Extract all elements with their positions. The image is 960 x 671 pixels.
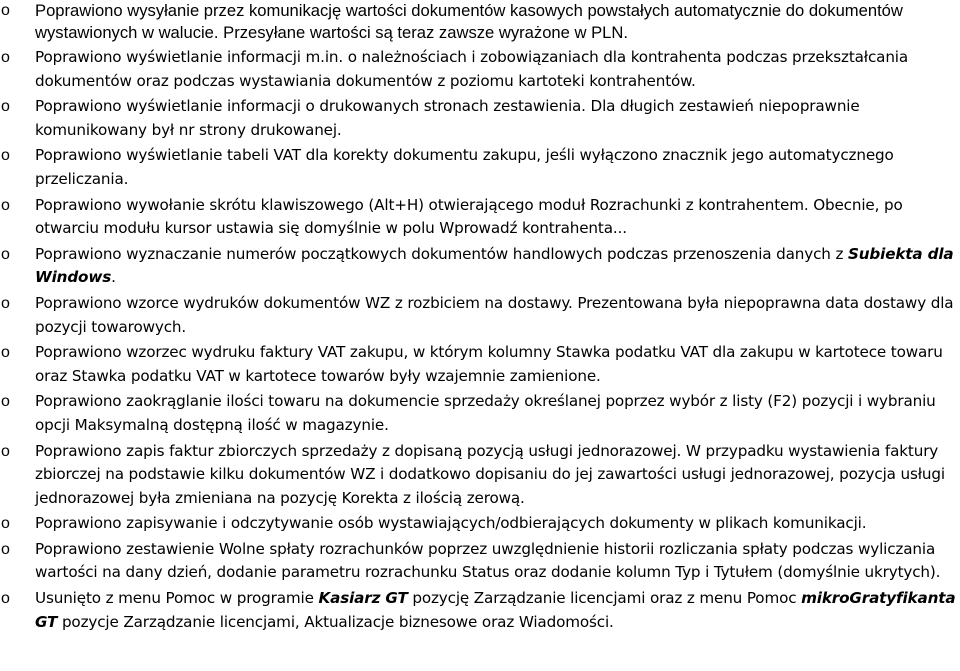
bullet-marker: o: [1, 245, 10, 263]
item-text: Poprawiono zestawienie Wolne spłaty rozrachunków poprzez uwzględnienie historii rozliczania spłaty podczas wyliczania wartości na dany dzień, dodanie parametru rozrachunku Status oraz dodanie kolumn Typ i Tytułem (domyślnie ukrytych).: [35, 539, 941, 582]
bullet-marker: o: [1, 540, 10, 558]
list-item: [0, 512, 960, 536]
bullet-marker: o: [1, 2, 10, 19]
item-text: Poprawiono wyznaczanie numerów początkowych dokumentów handlowych podczas przenoszenia danych z: [35, 244, 848, 263]
list-item: [0, 341, 960, 388]
bullet-marker: o: [1, 515, 10, 533]
list-item: [0, 292, 960, 339]
product-name: Subiekta dla Windows: [35, 244, 954, 287]
item-text: Poprawiono wysyłanie przez komunikację wartości dokumentów kasowych powstałych automatycznie do dokumentów wystawionych w walucie. Przesyłane wartości są teraz zawsze wyrażone w PLN.: [35, 1, 903, 42]
item-text: Poprawiono zapisywanie i odczytywanie osób wystawiających/odbierających dokumenty w plikach komunikacji.: [35, 514, 867, 533]
list-item: [0, 46, 960, 93]
bullet-marker: o: [1, 590, 10, 608]
item-text: Poprawiono wywołanie skrótu klawiszowego (Alt+H) otwierającego moduł Rozrachunki z kontrahentem. Obecnie, po otwarciu modułu kursor ustawia się domyślnie w polu Wprowadź kontrahenta...: [35, 195, 903, 238]
bullet-marker: o: [1, 294, 10, 312]
list-item: [0, 440, 960, 511]
item-text: Poprawiono wyświetlanie informacji m.in. o należnościach i zobowiązaniach dla kontrahenta podczas przekształcania dokumentów oraz podczas wystawiania dokumentów z poziomu kartoteki kontrahentów.: [35, 48, 909, 90]
list-item: [0, 95, 960, 142]
list-item: [0, 243, 960, 290]
item-text-end: pozycje Zarządzanie licencjami, Aktualizacje biznesowe oraz Wiadomości.: [57, 612, 614, 631]
list-item: [0, 390, 960, 437]
product-name: Kasiarz GT: [318, 589, 408, 608]
item-text: Poprawiono zapis faktur zbiorczych sprzedaży z dopisaną pozycją usługi jednorazowej. W przypadku wystawienia faktury zbiorczej na podstawie kilku dokumentów WZ i dodatkowo dopisaniu do jej zawartości usługi jednorazowej, pozycja usługi jednorazowej była zmieniana na pozycję Korekta z ilością zerową.: [35, 441, 945, 507]
list-item: [0, 144, 960, 191]
list-item: [0, 587, 960, 634]
bullet-marker: o: [1, 442, 10, 460]
product-name: mikroGratyfikanta GT: [35, 589, 956, 631]
item-text-middle: pozycję Zarządzanie licencjami oraz z menu Pomoc: [407, 589, 802, 608]
bullet-marker: o: [1, 393, 10, 411]
item-text: Poprawiono wyświetlanie informacji o drukowanych stronach zestawienia. Dla długich zestawień niepoprawnie komunikowany był nr strony drukowanej.: [35, 97, 860, 139]
item-text: Poprawiono zaokrąglanie ilości towaru na dokumencie sprzedaży określanej poprzez wybór z listy (F2) pozycji i wybraniu opcji Maksymalną dostępną ilość w magazynie.: [35, 392, 936, 434]
item-text-end: .: [111, 268, 116, 287]
item-text: Poprawiono wzorce wydruków dokumentów WZ z rozbiciem na dostawy. Prezentowana była niepoprawna data dostawy dla pozycji towarowych.: [35, 293, 954, 336]
list-item: [0, 194, 960, 241]
item-text: Usunięto z menu Pomoc w programie: [35, 589, 319, 608]
bullet-marker: o: [1, 196, 10, 214]
bullet-marker: o: [1, 49, 10, 66]
bullet-marker: o: [1, 147, 10, 165]
bullet-marker: o: [1, 344, 10, 362]
bullet-marker: o: [1, 98, 10, 116]
item-text: Poprawiono wzorzec wydruku faktury VAT zakupu, w którym kolumny Stawka podatku VAT dla zakupu w kartotece towaru oraz Stawka podatku VAT w kartotece towarów były wzajemnie zamienione.: [35, 343, 943, 385]
item-text: Poprawiono wyświetlanie tabeli VAT dla korekty dokumentu zakupu, jeśli wyłączono znacznik jego automatycznego przeliczania.: [35, 146, 894, 188]
list-item: [0, 538, 960, 585]
list-item: [0, 0, 960, 44]
